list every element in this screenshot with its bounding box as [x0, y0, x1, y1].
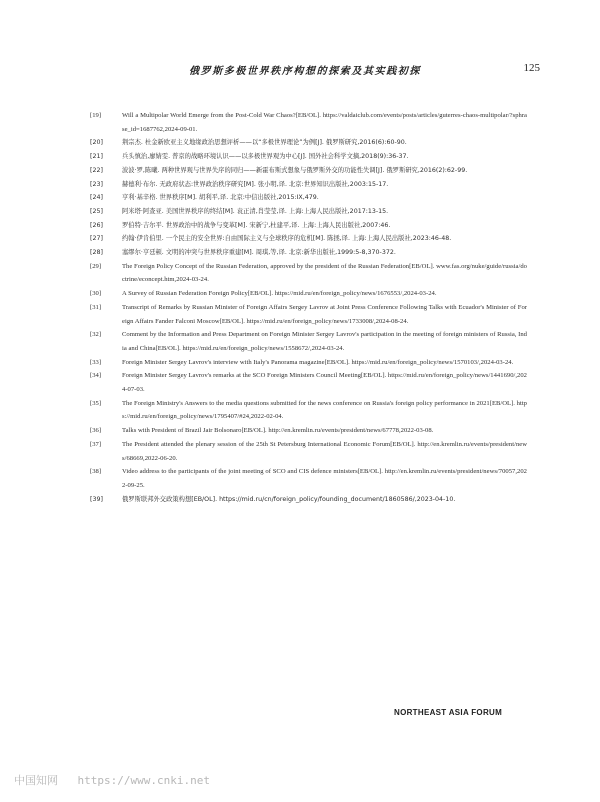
reference-number: [33]	[90, 358, 102, 366]
running-header	[70, 62, 540, 80]
reference-item	[90, 178, 527, 192]
reference-number: [31]	[90, 303, 102, 311]
reference-text: 约翰·伊肯伯里. 一个民主的安全世界:自由国际主义与全球秩序的危机[M]. 陈拯,译. 上海:上海人民出版社,2023:46-48.	[122, 235, 452, 243]
reference-item	[90, 287, 527, 301]
reference-text: The President attended the plenary session of the 25th St Petersburg International Economic Forum[EB/OL]. http://en.kremlin.ru/events/president/news/68669,2022-06-20.	[122, 440, 527, 462]
reference-text: A Survey of Russian Federation Foreign Policy[EB/OL]. https://mid.ru/en/foreign_policy/news/1676553/,2024-03-24.	[122, 290, 437, 298]
reference-number: [19]	[90, 112, 102, 119]
reference-item	[90, 219, 527, 233]
reference-item	[90, 191, 527, 205]
reference-text: 阿米塔·阿查亚. 美国世界秩序的终结[M]. 袁正清,肖莹莹,译. 上海:上海人民出版社,2017:13-15.	[122, 207, 389, 215]
reference-item	[90, 205, 527, 219]
reference-text: Comment by the Information and Press Department on Foreign Minister Sergey Lavrov's participation in the meeting of foreign ministers of Russia, India and China[EB/OL]. https://mid.ru/en/foreign_policy/news/1558672/,2024-03-24.	[122, 331, 527, 352]
reference-item	[90, 150, 527, 164]
reference-number: [37]	[90, 440, 102, 448]
reference-item	[90, 424, 527, 438]
reference-text: 波波·罗,陈曦. 两种世界观与世界失序的同归——新霍布斯式想象与俄罗斯外交的功能性失调[J]. 俄罗斯研究,2016(2):62-99.	[122, 166, 468, 174]
watermark	[14, 772, 210, 788]
reference-number: [30]	[90, 290, 102, 298]
journal-name: NORTHEAST ASIA FORUM	[394, 708, 503, 717]
reference-text: Will a Multipolar World Emerge from the Post-Cold War Chaos?[EB/OL]. https://valdaiclub.com/events/posts/articles/guterres-chaos-multipolar/?sphrase_id=1687762,2024-09-01.	[122, 112, 527, 133]
reference-text: Transcript of Remarks by Russian Minister of Foreign Affairs Sergey Lavrov at Joint Press Conference Following Talks with Ecuador's Minister of Foreign Affairs Fander Falconi Moscow[EB/OL]. https://mid.ru/en/foreign_policy/news/1733008/,2024-08-24.	[122, 303, 527, 325]
reference-text: 荆宗杰. 杜金新欧亚主义地缘政治思想评析——以“多极世界理论”为例[J]. 俄罗斯研究,2016(6):60-90.	[122, 139, 407, 147]
reference-number: [32]	[90, 331, 102, 339]
reference-item	[90, 164, 527, 178]
reference-item	[90, 260, 527, 287]
reference-text: 俄罗斯联邦外交政策构想[EB/OL]. https://mid.ru/cn/foreign_policy/founding_document/1860586/,2023-04-10.	[122, 495, 456, 503]
reference-item	[90, 301, 527, 328]
reference-number: [27]	[90, 235, 103, 243]
reference-item	[90, 246, 527, 260]
reference-text: Foreign Minister Sergey Lavrov's remarks at the SCO Foreign Ministers Council Meeting[EB/OL]. https://mid.ru/en/foreign_policy/news/1441690/,2024-07-03.	[122, 372, 527, 394]
reference-number: [29]	[90, 262, 102, 270]
reference-text: 兵头慎治,廖婧雯. 普京的战略环境认识——以多极世界观为中心[J]. 国外社会科学文摘,2018(9):36-37.	[122, 153, 409, 161]
reference-number: [20]	[90, 139, 103, 147]
running-title: 俄罗斯多极世界秩序构想的探索及其实践初探	[189, 66, 421, 77]
reference-list	[90, 109, 527, 506]
reference-number: [22]	[90, 166, 103, 174]
reference-item	[90, 232, 527, 246]
reference-number: [25]	[90, 207, 103, 215]
reference-text: 塞缪尔·亨廷顿. 文明的冲突与世界秩序重建[M]. 周琪,等,译. 北京:新华出版社,1999:5-8,370-372.	[122, 249, 396, 257]
reference-number: [36]	[90, 427, 102, 435]
reference-text: Video address to the participants of the joint meeting of SCO and CIS defence ministers[EB/OL]. http://en.kremlin.ru/events/president/news/70057,2022-09-25.	[122, 468, 527, 489]
reference-number: [26]	[90, 221, 103, 229]
reference-item	[90, 109, 527, 136]
reference-number: [28]	[90, 249, 103, 257]
watermark-site-name: 中国知网	[14, 774, 58, 787]
reference-number: [34]	[90, 372, 102, 380]
reference-item	[90, 328, 527, 355]
page-number: 125	[523, 62, 540, 74]
reference-item	[90, 369, 527, 396]
reference-number: [21]	[90, 153, 103, 161]
reference-text: Foreign Minister Sergey Lavrov's interview with Italy's Panorama magazine[EB/OL]. https://mid.ru/en/foreign_policy/news/1570103/,2024-03-24.	[122, 358, 514, 366]
reference-number: [35]	[90, 399, 102, 407]
reference-text: The Foreign Policy Concept of the Russian Federation, approved by the president of the Russian Federation[EB/OL]. www.fas.org/nuke/guide/russia/doctrine/econcept.htm,2024-03-24.	[122, 262, 527, 284]
reference-text: 罗伯特·吉尔平. 世界政治中的战争与变革[M]. 宋新宁,杜建平,译. 上海:上海人民出版社,2007:46.	[122, 221, 391, 229]
reference-item	[90, 465, 527, 492]
reference-item	[90, 136, 527, 150]
watermark-url: https://www.cnki.net	[77, 774, 210, 787]
reference-number: [39]	[90, 495, 103, 503]
reference-number: [38]	[90, 468, 102, 476]
reference-text: Talks with President of Brazil Jair Bolsonaro[EB/OL]. http://en.kremlin.ru/events/president/news/67778,2022-03-08.	[122, 427, 434, 435]
reference-number: [23]	[90, 180, 103, 188]
reference-number: [24]	[90, 194, 103, 202]
reference-text: 亨利·基辛格. 世界秩序[M]. 胡利平,译. 北京:中信出版社,2015:IX,479.	[122, 194, 319, 202]
reference-text: The Foreign Ministry's Answers to the media questions submitted for the news conference on Russia's foreign policy performance in 2021[EB/OL]. https://mid.ru/en/foreign_policy/news/1795407/#24,2022-02-04.	[122, 399, 527, 421]
reference-text: 赫德利·布尔. 无政府状态:世界政治秩序研究[M]. 张小明,译. 北京:世界知识出版社,2003:15-17.	[122, 180, 389, 188]
reference-item	[90, 356, 527, 370]
reference-item	[90, 493, 527, 507]
reference-item	[90, 438, 527, 465]
reference-item	[90, 397, 527, 424]
